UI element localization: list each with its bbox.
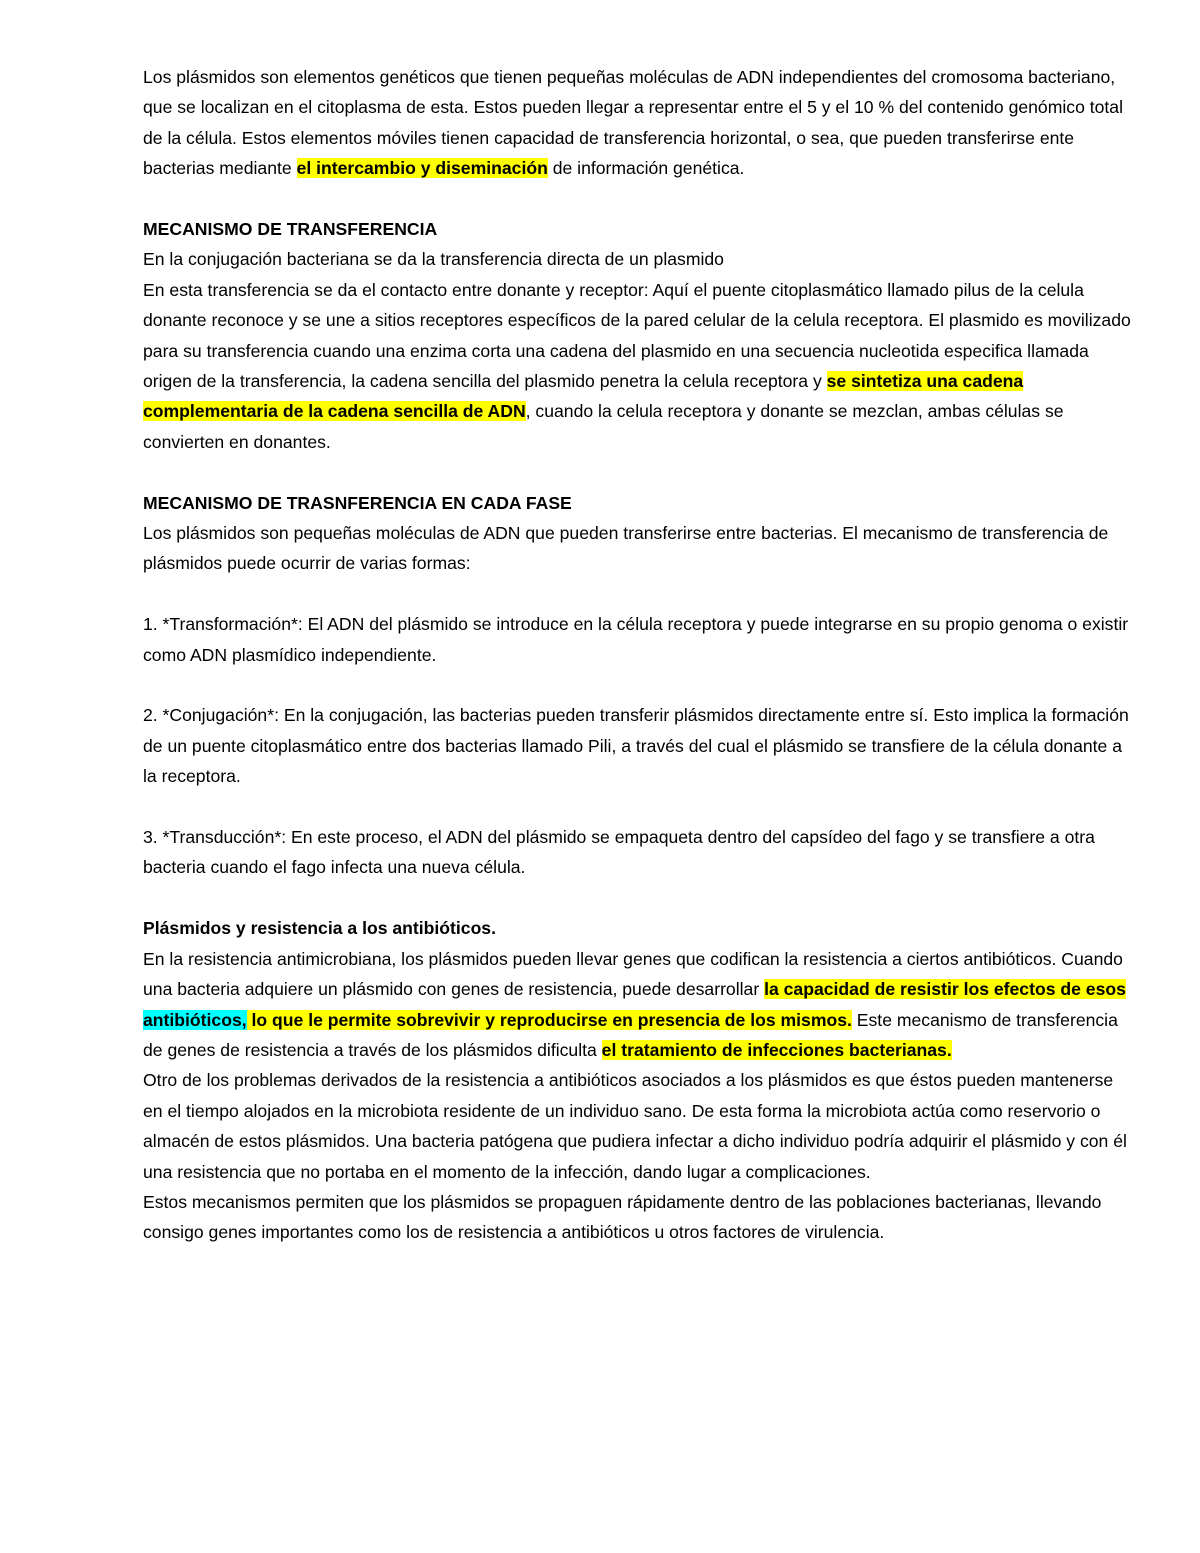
spacer <box>143 457 1133 487</box>
spacer <box>143 670 1133 700</box>
section-heading-fases: MECANISMO DE TRASNFERENCIA EN CADA FASE <box>143 492 572 513</box>
transferencia-highlight: se sintetiza una cadena complementaria de la cadena sencilla de ADN <box>143 371 1024 422</box>
intro-paragraph <box>143 62 1133 184</box>
intro-highlight: el intercambio y diseminación <box>296 158 548 179</box>
resistencia-highlight-2: lo que le permite sobrevivir y reproducirse en presencia de los mismos. <box>246 1009 852 1030</box>
intro-text-end: de información genética. <box>547 158 745 179</box>
resistencia-highlight-cyan: antibióticos, <box>143 1009 247 1030</box>
transferencia-text: En esta transferencia se da el contacto entre donante y receptor: Aquí el puente citoplasmático llamado pilus de la celula donante reconoce y se une a sitios receptores específicos de la pared celular de la celula receptora. El plasmido es movilizado para su transferencia cuando una enzima corta una cadena del plasmido en una secuencia nucleotida especifica llamada origen de la transferencia, la cadena sencilla del plasmido penetra la celula receptora y <box>143 279 1131 392</box>
resistencia-paragraph <box>143 944 1133 1066</box>
resistencia-highlight-1: la capacidad de resistir los efectos de esos <box>764 979 1126 1000</box>
intro-text: Los plásmidos son elementos genéticos que tienen pequeñas moléculas de ADN independientes del cromosoma bacteriano, que se localizan en el citoplasma de esta. Estos pueden llegar a representar entre el 5 y el 10 % del contenido genómico total de la célula. Estos elementos móviles tienen capacidad de transferencia horizontal, o sea, que pueden transferirse ente bacterias mediante <box>143 67 1123 179</box>
spacer <box>143 792 1133 822</box>
section-heading-transferencia: MECANISMO DE TRANSFERENCIA <box>143 219 438 240</box>
resistencia-text-mid: Este mecanismo de transferencia de genes de resistencia a través de los plásmidos dificulta <box>143 1009 1118 1060</box>
list-item-transformacion: 1. *Transformación*: El ADN del plásmido se introduce en la célula receptora y puede integrarse en su propio genoma o existir como ADN plasmídico independiente. <box>143 614 1129 665</box>
transferencia-paragraph <box>143 275 1133 457</box>
document-page <box>143 62 1133 1248</box>
conjugacion-line: En la conjugación bacteriana se da la transferencia directa de un plasmido <box>143 249 724 270</box>
transferencia-text-end: , cuando la celula receptora y donante se mezclan, ambas células se convierten en donantes. <box>143 401 1064 452</box>
section-heading-resistencia: Plásmidos y resistencia a los antibióticos. <box>143 918 496 939</box>
resistencia-highlight-3: el tratamiento de infecciones bacterianas. <box>601 1039 952 1060</box>
microbiota-paragraph: Otro de los problemas derivados de la resistencia a antibióticos asociados a los plásmidos es que éstos pueden mantenerse en el tiempo alojados en la microbiota residente de un individuo sano. De esta forma la microbiota actúa como reservorio o almacén de estos plásmidos. Una bacteria patógena que pudiera infectar a dicho individuo podría adquirir el plásmido y con él una resistencia que no portaba en el momento de la infección, dando lugar a complicaciones. <box>143 1070 1127 1182</box>
list-item-transduccion: 3. *Transducción*: En este proceso, el ADN del plásmido se empaqueta dentro del capsídeo del fago y se transfiere a otra bacteria cuando el fago infecta una nueva célula. <box>143 827 1095 878</box>
conclusion-paragraph: Estos mecanismos permiten que los plásmidos se propaguen rápidamente dentro de las poblaciones bacterianas, llevando consigo genes importantes como los de resistencia a antibióticos u otros factores de virulencia. <box>143 1191 1102 1243</box>
fases-intro-paragraph: Los plásmidos son pequeñas moléculas de ADN que pueden transferirse entre bacterias. El mecanismo de transferencia de plásmidos puede ocurrir de varias formas: <box>143 523 1109 574</box>
list-item-conjugacion: 2. *Conjugación*: En la conjugación, las bacterias pueden transferir plásmidos directamente entre sí. Esto implica la formación de un puente citoplasmático entre dos bacterias llamado Pili, a través del cual el plásmido se transfiere de la célula donante a la receptora. <box>143 705 1129 787</box>
spacer <box>143 579 1133 609</box>
spacer <box>143 883 1133 913</box>
spacer <box>143 184 1133 214</box>
resistencia-text: En la resistencia antimicrobiana, los plásmidos pueden llevar genes que codifican la resistencia a ciertos antibióticos. Cuando una bacteria adquiere un plásmido con genes de resistencia, puede desarrollar <box>143 948 1123 1000</box>
